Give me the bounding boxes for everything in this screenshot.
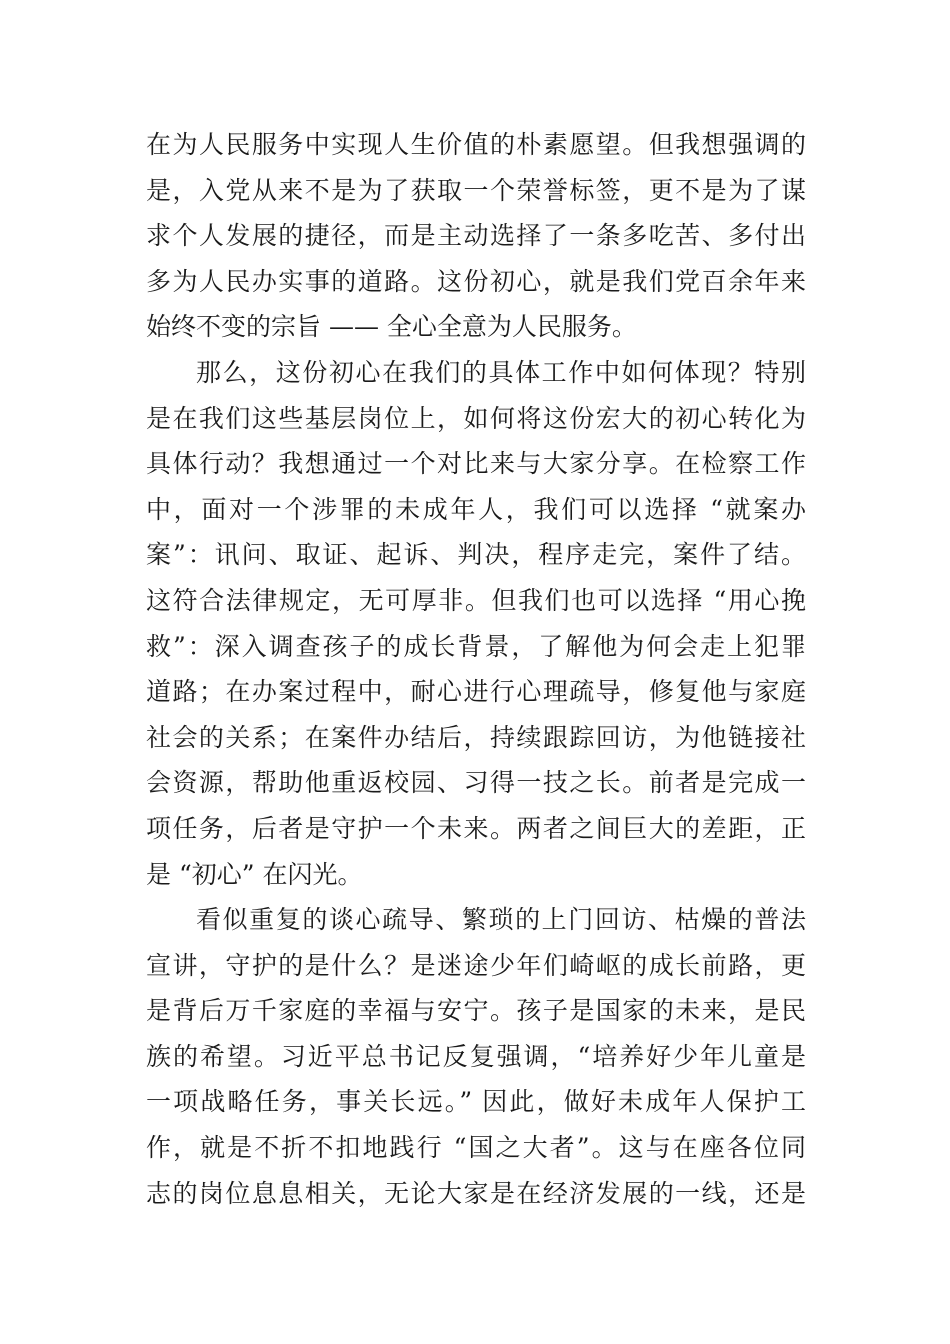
text-line: 族的希望。习近平总书记反复强调，“培养好少年儿童是 <box>146 1041 806 1071</box>
text-line: 看似重复的谈心疏导、繁琐的上门回访、枯燥的普法 <box>196 905 806 935</box>
text-line: 宣讲，守护的是什么？是迷途少年们崎岖的成长前路，更 <box>146 950 806 980</box>
text-line: 案”：讯问、取证、起诉、判决，程序走完，案件了结。 <box>146 540 806 570</box>
text-line: 救”：深入调查孩子的成长背景，了解他为何会走上犯罪 <box>146 631 806 661</box>
text-line: 是，入党从来不是为了获取一个荣誉标签，更不是为了谋 <box>146 175 806 205</box>
text-line: 是背后万千家庭的幸福与安宁。孩子是国家的未来，是民 <box>146 996 806 1026</box>
text-line: 志的岗位息息相关，无论大家是在经济发展的一线，还是 <box>146 1178 806 1208</box>
text-line: 项任务，后者是守护一个未来。两者之间巨大的差距，正 <box>146 813 806 843</box>
text-line: 具体行动？我想通过一个对比来与大家分享。在检察工作 <box>146 449 806 479</box>
text-line: 那么，这份初心在我们的具体工作中如何体现？特别 <box>196 357 806 387</box>
text-line: 多为人民办实事的道路。这份初心，就是我们党百余年来 <box>146 266 806 296</box>
text-line: 这符合法律规定，无可厚非。但我们也可以选择 “用心挽 <box>146 585 806 615</box>
text-line: 一项战略任务，事关长远。” 因此，做好未成年人保护工 <box>146 1087 806 1117</box>
text-line: 是在我们这些基层岗位上，如何将这份宏大的初心转化为 <box>146 403 806 433</box>
paragraph-1 <box>146 122 806 350</box>
document-body <box>146 122 806 1216</box>
text-line: 道路；在办案过程中，耐心进行心理疏导，修复他与家庭 <box>146 677 806 707</box>
text-line: 社会的关系；在案件办结后，持续跟踪回访，为他链接社 <box>146 722 806 752</box>
paragraph-3 <box>146 897 806 1216</box>
text-line: 中，面对一个涉罪的未成年人，我们可以选择 “就案办 <box>146 494 806 524</box>
text-line: 会资源，帮助他重返校园、习得一技之长。前者是完成一 <box>146 768 806 798</box>
text-line: 在为人民服务中实现人生价值的朴素愿望。但我想强调的 <box>146 130 806 159</box>
text-line: 是 “初心” 在闪光。 <box>146 859 363 889</box>
text-line: 始终不变的宗旨 —— 全心全意为人民服务。 <box>146 312 637 342</box>
text-line: 作，就是不折不扣地践行 “国之大者”。这与在座各位同 <box>146 1133 806 1163</box>
paragraph-2 <box>146 350 806 897</box>
text-line: 求个人发展的捷径，而是主动选择了一条多吃苦、多付出 <box>146 221 806 251</box>
